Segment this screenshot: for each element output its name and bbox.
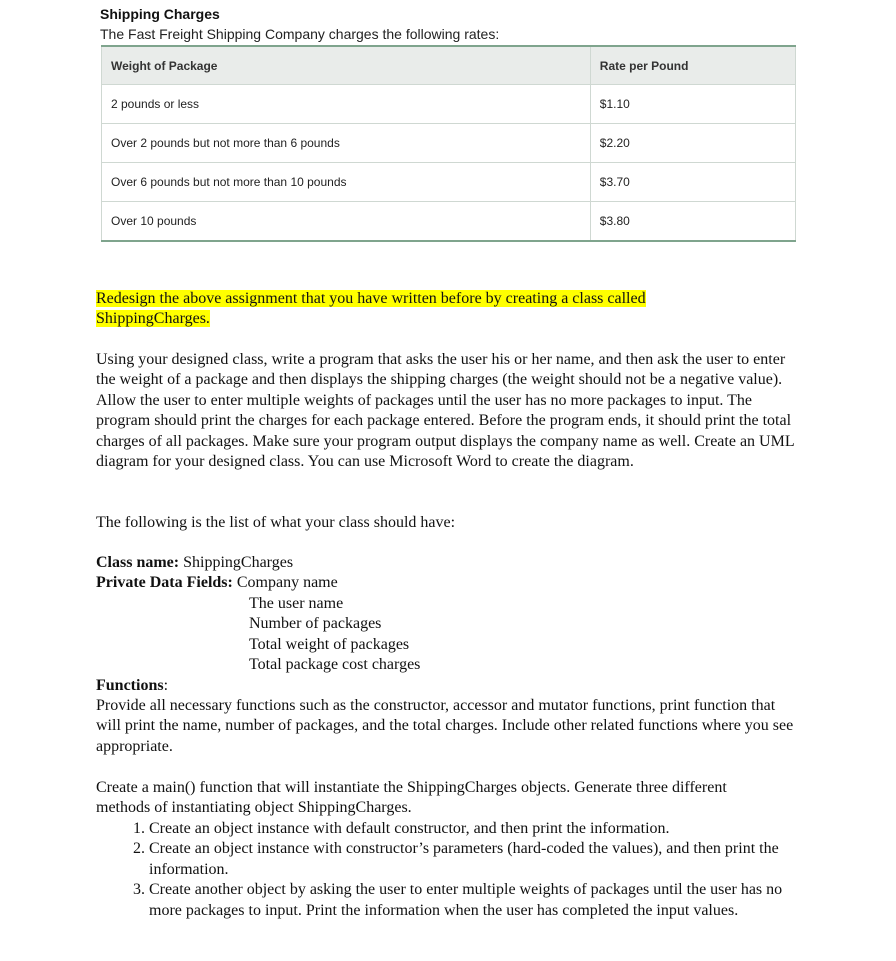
cell-weight: 2 pounds or less (102, 85, 591, 124)
table-row (102, 124, 796, 163)
section-intro: The Fast Freight Shipping Company charges the following rates: (100, 26, 500, 42)
list-item: 3. Create another object by asking the user to enter multiple weights of packages until the user has no more packages to input. Print the information when the user has completed the input values. (149, 880, 796, 921)
highlighted-instruction (96, 289, 736, 330)
functions-heading: Functions: (96, 677, 169, 694)
header-weight: Weight of Package (102, 46, 591, 85)
class-name-label: Class name (96, 554, 174, 571)
list-item: 2. Create an object instance with constructor’s parameters (hard-coded the values), and then print the information. (149, 839, 796, 880)
functions-label: Functions (96, 677, 164, 694)
table-row (102, 163, 796, 202)
cell-weight: Over 10 pounds (102, 202, 591, 242)
rates-table (101, 45, 796, 242)
cell-weight: Over 6 pounds but not more than 10 pounds (102, 163, 591, 202)
steps-list (96, 819, 796, 921)
list-item: 1. Create an object instance with default constructor, and then print the information. (149, 819, 796, 839)
assignment-description: Using your designed class, write a program that asks the user his or her name, and then ask the user to enter the weight of a package and then displays the shipping charges (the weight should not be a negative value). Allow the user to enter multiple weights of packages until the user has no more packages to input. The program should print the charges for each package entered. Before the program ends, it should print the total charges of all packages. Make sure your program output displays the company name as well. Create an UML diagram for your designed class. You can use Microsoft Word to create the diagram. (96, 351, 795, 471)
private-fields-label: Private Data Fields (96, 574, 228, 591)
table-row (102, 85, 796, 124)
private-fields-line: Private Data Fields: Company name (96, 574, 338, 591)
class-name-line: Class name: ShippingCharges (96, 554, 294, 571)
functions-text: Provide all necessary functions such as the constructor, accessor and mutator functions, print function that will print the name, number of packages, and the total charges. Include other related functions where you see appropriate. (96, 697, 794, 755)
table-row (102, 202, 796, 242)
private-field-item: The user name (249, 595, 344, 612)
private-field-item: Total package cost charges (249, 656, 421, 673)
private-field-item: Total weight of packages (249, 636, 410, 653)
class-name-value: ShippingCharges (183, 554, 294, 571)
cell-rate: $3.80 (590, 202, 795, 242)
cell-rate: $2.20 (590, 124, 795, 163)
private-field-item: Company name (236, 574, 338, 591)
list-intro: The following is the list of what your class should have: (96, 514, 456, 531)
table-header-row (102, 46, 796, 85)
main-function-text: Create a main() function that will instantiate the ShippingCharges objects. Generate three different methods of instantiating object ShippingCharges. (96, 779, 727, 817)
cell-weight: Over 2 pounds but not more than 6 pounds (102, 124, 591, 163)
section-heading: Shipping Charges (100, 6, 220, 22)
header-rate: Rate per Pound (590, 46, 795, 85)
highlight-text: Redesign the above assignment that you have written before by creating a class called ShippingCharges. (96, 290, 646, 328)
cell-rate: $3.70 (590, 163, 795, 202)
private-field-item: Number of packages (249, 615, 382, 632)
cell-rate: $1.10 (590, 85, 795, 124)
